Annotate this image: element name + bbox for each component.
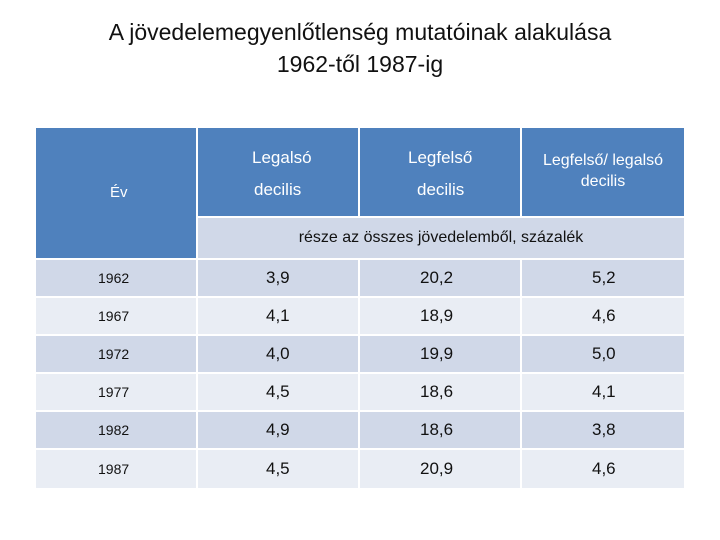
row-year: 1967 [36, 298, 196, 334]
row-legalso: 4,5 [198, 450, 358, 488]
row-arany: 4,1 [522, 374, 684, 410]
title-line-2: 1962-től 1987-ig [276, 51, 444, 77]
row-year: 1962 [36, 260, 196, 296]
row-legalso: 4,1 [198, 298, 358, 334]
header-legfelso-line1: Legfelső [408, 148, 473, 167]
header-col-legalso [198, 128, 358, 216]
row-year: 1987 [36, 450, 196, 488]
header-col-arany [522, 128, 684, 216]
row-year: 1972 [36, 336, 196, 372]
row-year: 1977 [36, 374, 196, 410]
header-year-cell [36, 128, 196, 258]
subheader-text: része az összes jövedelemből, százalék [298, 229, 584, 246]
header-legfelso-line2: decilis [417, 180, 465, 199]
header-arany-line1: Legfelső/ legalsó [542, 152, 664, 169]
row-legfelso: 19,9 [360, 336, 520, 372]
header-arany-text [522, 150, 684, 192]
row-legfelso: 18,9 [360, 298, 520, 334]
row-legfelso: 18,6 [360, 412, 520, 448]
subheader-cell [198, 218, 684, 258]
row-legalso: 4,9 [198, 412, 358, 448]
row-legfelso: 18,6 [360, 374, 520, 410]
header-legalso-line2: decilis [254, 180, 302, 199]
row-arany: 4,6 [522, 450, 684, 488]
row-legalso: 4,5 [198, 374, 358, 410]
row-legalso: 4,0 [198, 336, 358, 372]
row-arany: 5,0 [522, 336, 684, 372]
header-col-legfelso [360, 128, 520, 216]
header-year-label: Év [110, 184, 128, 201]
row-legalso: 3,9 [198, 260, 358, 296]
inequality-table [36, 128, 684, 492]
row-legfelso: 20,2 [360, 260, 520, 296]
header-legalso-line1: Legalsó [252, 148, 312, 167]
title-line-1: A jövedelemegyenlőtlenség mutatóinak alakulása [108, 19, 612, 45]
header-arany-line2: decilis [580, 173, 626, 190]
row-arany: 3,8 [522, 412, 684, 448]
row-arany: 4,6 [522, 298, 684, 334]
row-year: 1982 [36, 412, 196, 448]
row-legfelso: 20,9 [360, 450, 520, 488]
row-arany: 5,2 [522, 260, 684, 296]
slide-title [0, 16, 720, 80]
